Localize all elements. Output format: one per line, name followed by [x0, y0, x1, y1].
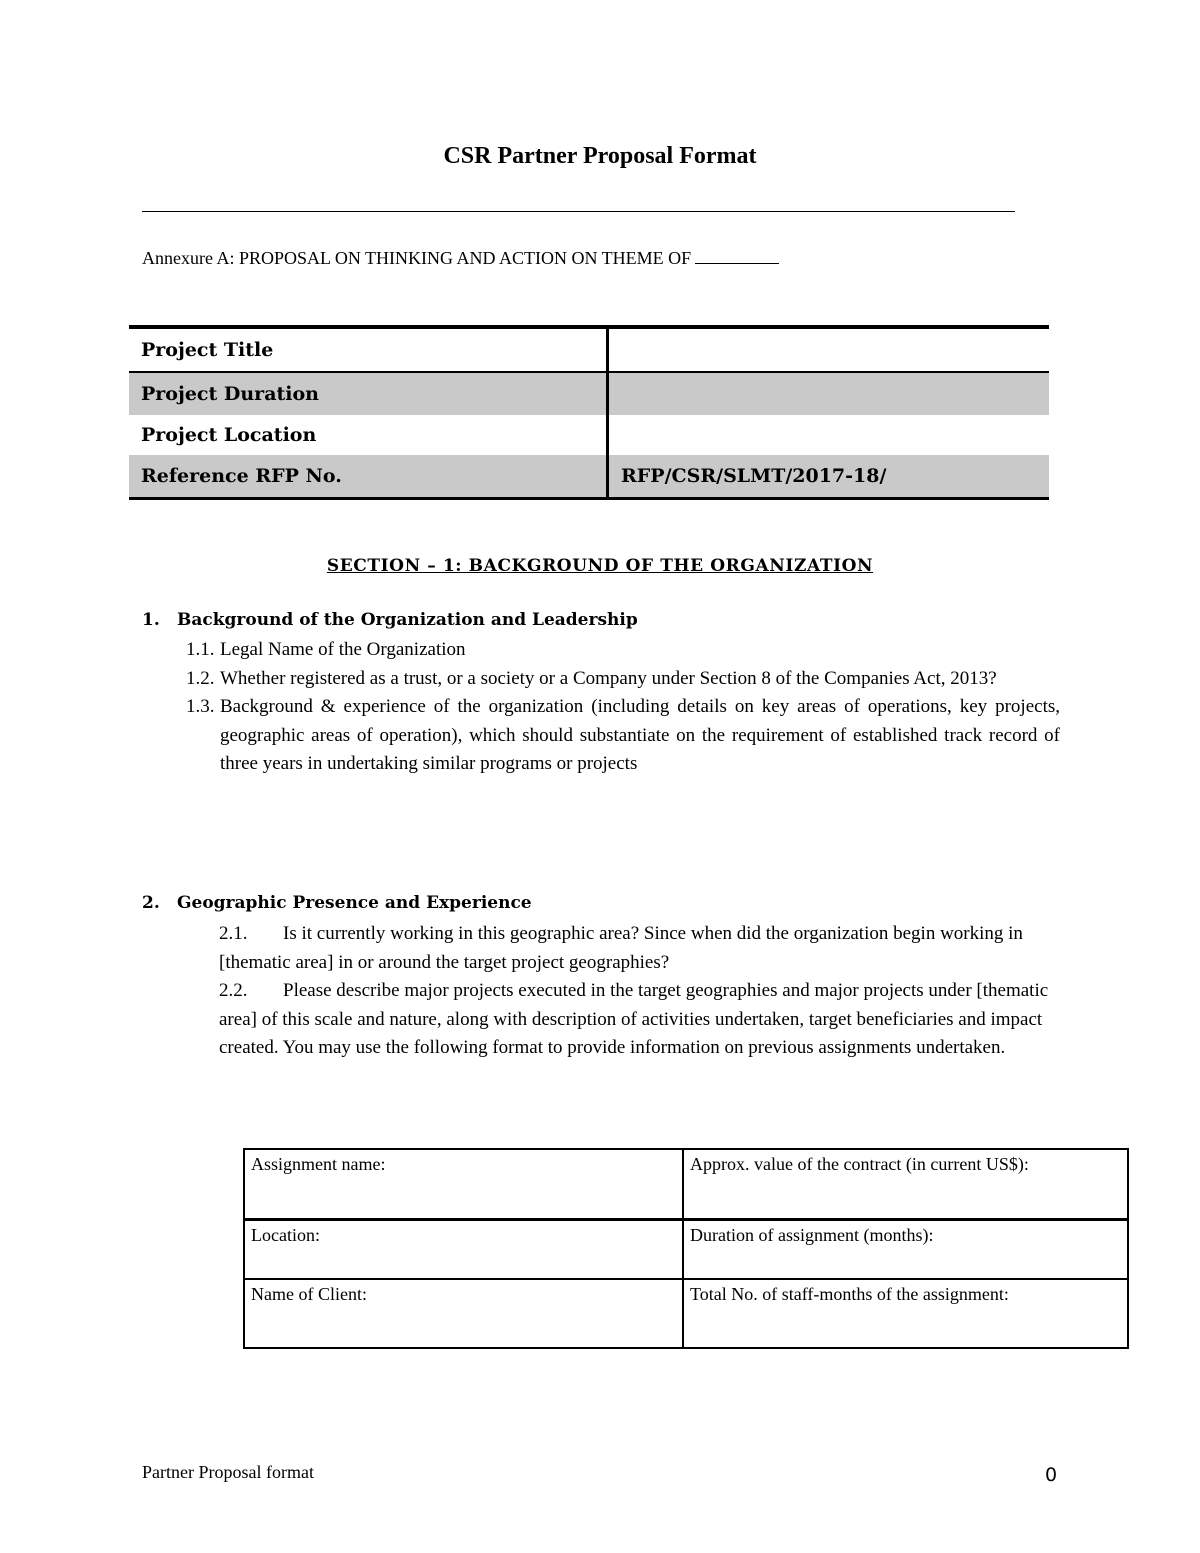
client-name-cell: Name of Client: — [244, 1279, 683, 1348]
list-item — [186, 693, 1060, 779]
reference-rfp-label: Reference RFP No. — [129, 455, 608, 499]
section-1-heading — [0, 556, 1200, 576]
subitem-number: 1.3. — [186, 696, 215, 717]
table-row — [129, 455, 1049, 499]
theme-blank-line — [695, 249, 779, 264]
section-1-heading-text: SECTION – 1: BACKGROUND OF THE ORGANIZATION — [326, 556, 874, 576]
item-1-subitems — [186, 636, 1060, 779]
project-location-value — [608, 415, 1050, 455]
subitem-text: Please describe major projects executed in the target geographies and major projects under [thematic area] of this scale and nature, along with description of activities undertaken, target beneficiaries and impact created. You may use the following format to provide information on previous assignments undertaken. — [219, 980, 1049, 1058]
list-item — [186, 665, 1060, 694]
item-2-subitems — [219, 920, 1064, 1063]
page-number: 0 — [1045, 1464, 1058, 1486]
assignment-table — [243, 1148, 1129, 1349]
subitem-text: Whether registered as a trust, or a society or a Company under Section 8 of the Companies Act, 2013? — [220, 667, 997, 689]
reference-rfp-value: RFP/CSR/SLMT/2017-18/ — [608, 455, 1050, 499]
subitem-text: Is it currently working in this geographic area? Since when did the organization begin working in [thematic area] in or around the target project geographies? — [219, 923, 1023, 973]
project-duration-label: Project Duration — [129, 372, 608, 415]
table-row — [244, 1149, 1128, 1220]
table-row — [129, 327, 1049, 372]
table-row — [244, 1279, 1128, 1348]
assignment-name-cell: Assignment name: — [244, 1149, 683, 1220]
subitem-text: Legal Name of the Organization — [220, 639, 466, 660]
contract-value-cell: Approx. value of the contract (in current US$): — [683, 1149, 1128, 1220]
list-item — [219, 920, 1064, 977]
subitem-number: 2.1. — [219, 923, 248, 944]
item-2-title: Geographic Presence and Experience — [177, 893, 532, 913]
item-1-number: 1. — [142, 610, 160, 630]
item-1-title: Background of the Organization and Leadership — [177, 610, 638, 630]
annexure-text: Annexure A: PROPOSAL ON THINKING AND ACTION ON THEME OF — [142, 248, 692, 268]
subitem-number: 1.2. — [186, 667, 215, 689]
project-location-label: Project Location — [129, 415, 608, 455]
annexure-line — [142, 248, 779, 269]
subitem-text: Background & experience of the organization (including details on key areas of operations, key projects, geographic areas of operation), which should substantiate on the requirement of established track record of three years in undertaking similar programs or projects — [220, 696, 1060, 774]
staff-months-cell: Total No. of staff-months of the assignment: — [683, 1279, 1128, 1348]
list-item — [219, 977, 1064, 1063]
table-row — [129, 372, 1049, 415]
project-info-table — [129, 325, 1049, 500]
duration-cell: Duration of assignment (months): — [683, 1220, 1128, 1280]
table-row — [129, 415, 1049, 455]
project-title-label: Project Title — [129, 327, 608, 372]
project-title-value — [608, 327, 1050, 372]
table-row — [244, 1220, 1128, 1280]
title-divider — [142, 211, 1015, 212]
subitem-number: 1.1. — [186, 639, 215, 660]
document-title: CSR Partner Proposal Format — [443, 143, 757, 169]
project-duration-value — [608, 372, 1050, 415]
list-item — [186, 636, 1060, 665]
item-2-number: 2. — [142, 893, 160, 913]
footer-text: Partner Proposal format — [142, 1462, 314, 1482]
subitem-number: 2.2. — [219, 980, 248, 1001]
location-cell: Location: — [244, 1220, 683, 1280]
